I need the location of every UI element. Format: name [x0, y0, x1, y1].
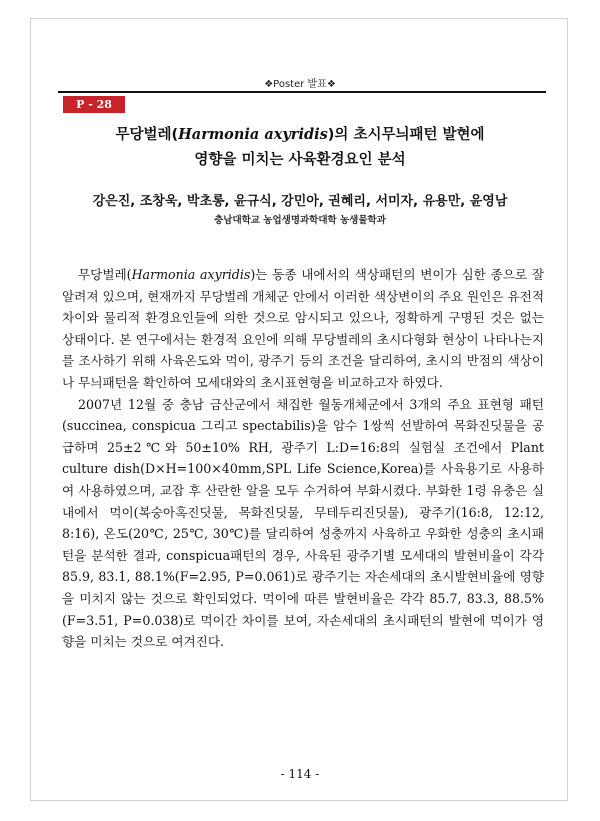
title-prefix: 무당벌레(	[115, 127, 179, 143]
paragraph-1	[62, 264, 544, 394]
paragraph-2: 2007년 12월 중 충남 금산군에서 채집한 월동개체군에서 3개의 주요 표현형 패턴(succinea, conspicua 그리고 spectabilis)을 암수 1쌍씩 선발하여 목화진딧물을 공급하며 25±2℃와 50±10% RH, 광주기 L:D=16:8의 실험실 조건에서 Plant culture dish(D×H=100×40mm,SPL Life Science,Korea)를 사육용기로 사용하여 사용하였으며, 교잡 후 산란한 알을 모두 수거하여 부화시켰다. 부화한 1령 유충은 실내에서 먹이(복숭아혹진딧물, 목화진딧물, 무테두리진딧물), 광주기(16:8, 12:12, 8:16), 온도(20℃, 25℃, 30℃)를 달리하여 성충까지 사육하고 우화한 성충의 초시패턴을 분석한 결과, conspicua패턴의 경우, 사육된 광주기별 모세대의 발현비율이 각각 85.9, 83.1, 88.1%(F=2.95, P=0.061)로 광주기는 자손세대의 초시발현비율에 영향을 미치지 않는 것으로 확인되었다. 먹이에 따른 발현비율은 각각 85.7, 83.3, 88.5%(F=3.51, P=0.038)로 먹이간 차이를 보여, 자손세대의 초시패턴의 발현에 먹이가 영향을 미치는 것으로 여겨진다.	[62, 396, 544, 650]
title-species-italic: Harmonia axyridis	[178, 126, 328, 143]
author-list: 강은진, 조창욱, 박초롱, 윤규식, 강민아, 권혜리, 서미자, 유용만, 윤영남	[92, 194, 508, 209]
section-header: ❖Poster 발표❖	[264, 79, 336, 90]
p1-text: )는 동종 내에서의 색상패턴의 변이가 심한 종으로 잘 알려져 있으며, 현재까지 무당벌레 개체군 안에서 이러한 색상변이의 주요 원인은 유전적 차이와 물리적 환경요인들에 의한 것으로 암시되고 있으나, 정확하게 구명된 것은 없는 상태이다. 본 연구에서는 환경적 요인에 의해 무당벌레의 초시다형화 현상이 나타나는지를 조사하기 위해 사육온도와 먹이, 광주기 등의 조건을 달리하여, 초시의 반점의 색상이나 무늬패턴을 확인하여 모세대와의 초시표현형을 비교하고자 하였다.	[62, 267, 544, 390]
title-line-1	[0, 123, 600, 144]
header-rule	[58, 91, 546, 93]
p1-prefix: 무당벌레(	[78, 267, 132, 282]
p1-species-italic: Harmonia axyridis	[131, 267, 251, 282]
title-suffix: )의 초시무늬패턴 발현에	[327, 127, 485, 143]
affiliation: 충남대학교 농업생명과학대학 농생물학과	[214, 215, 386, 226]
title-line-2: 영향을 미치는 사육환경요인 분석	[194, 152, 406, 168]
abstract-body	[62, 264, 544, 653]
poster-badge: P - 28	[63, 96, 125, 113]
page-number: - 114 -	[280, 767, 320, 781]
